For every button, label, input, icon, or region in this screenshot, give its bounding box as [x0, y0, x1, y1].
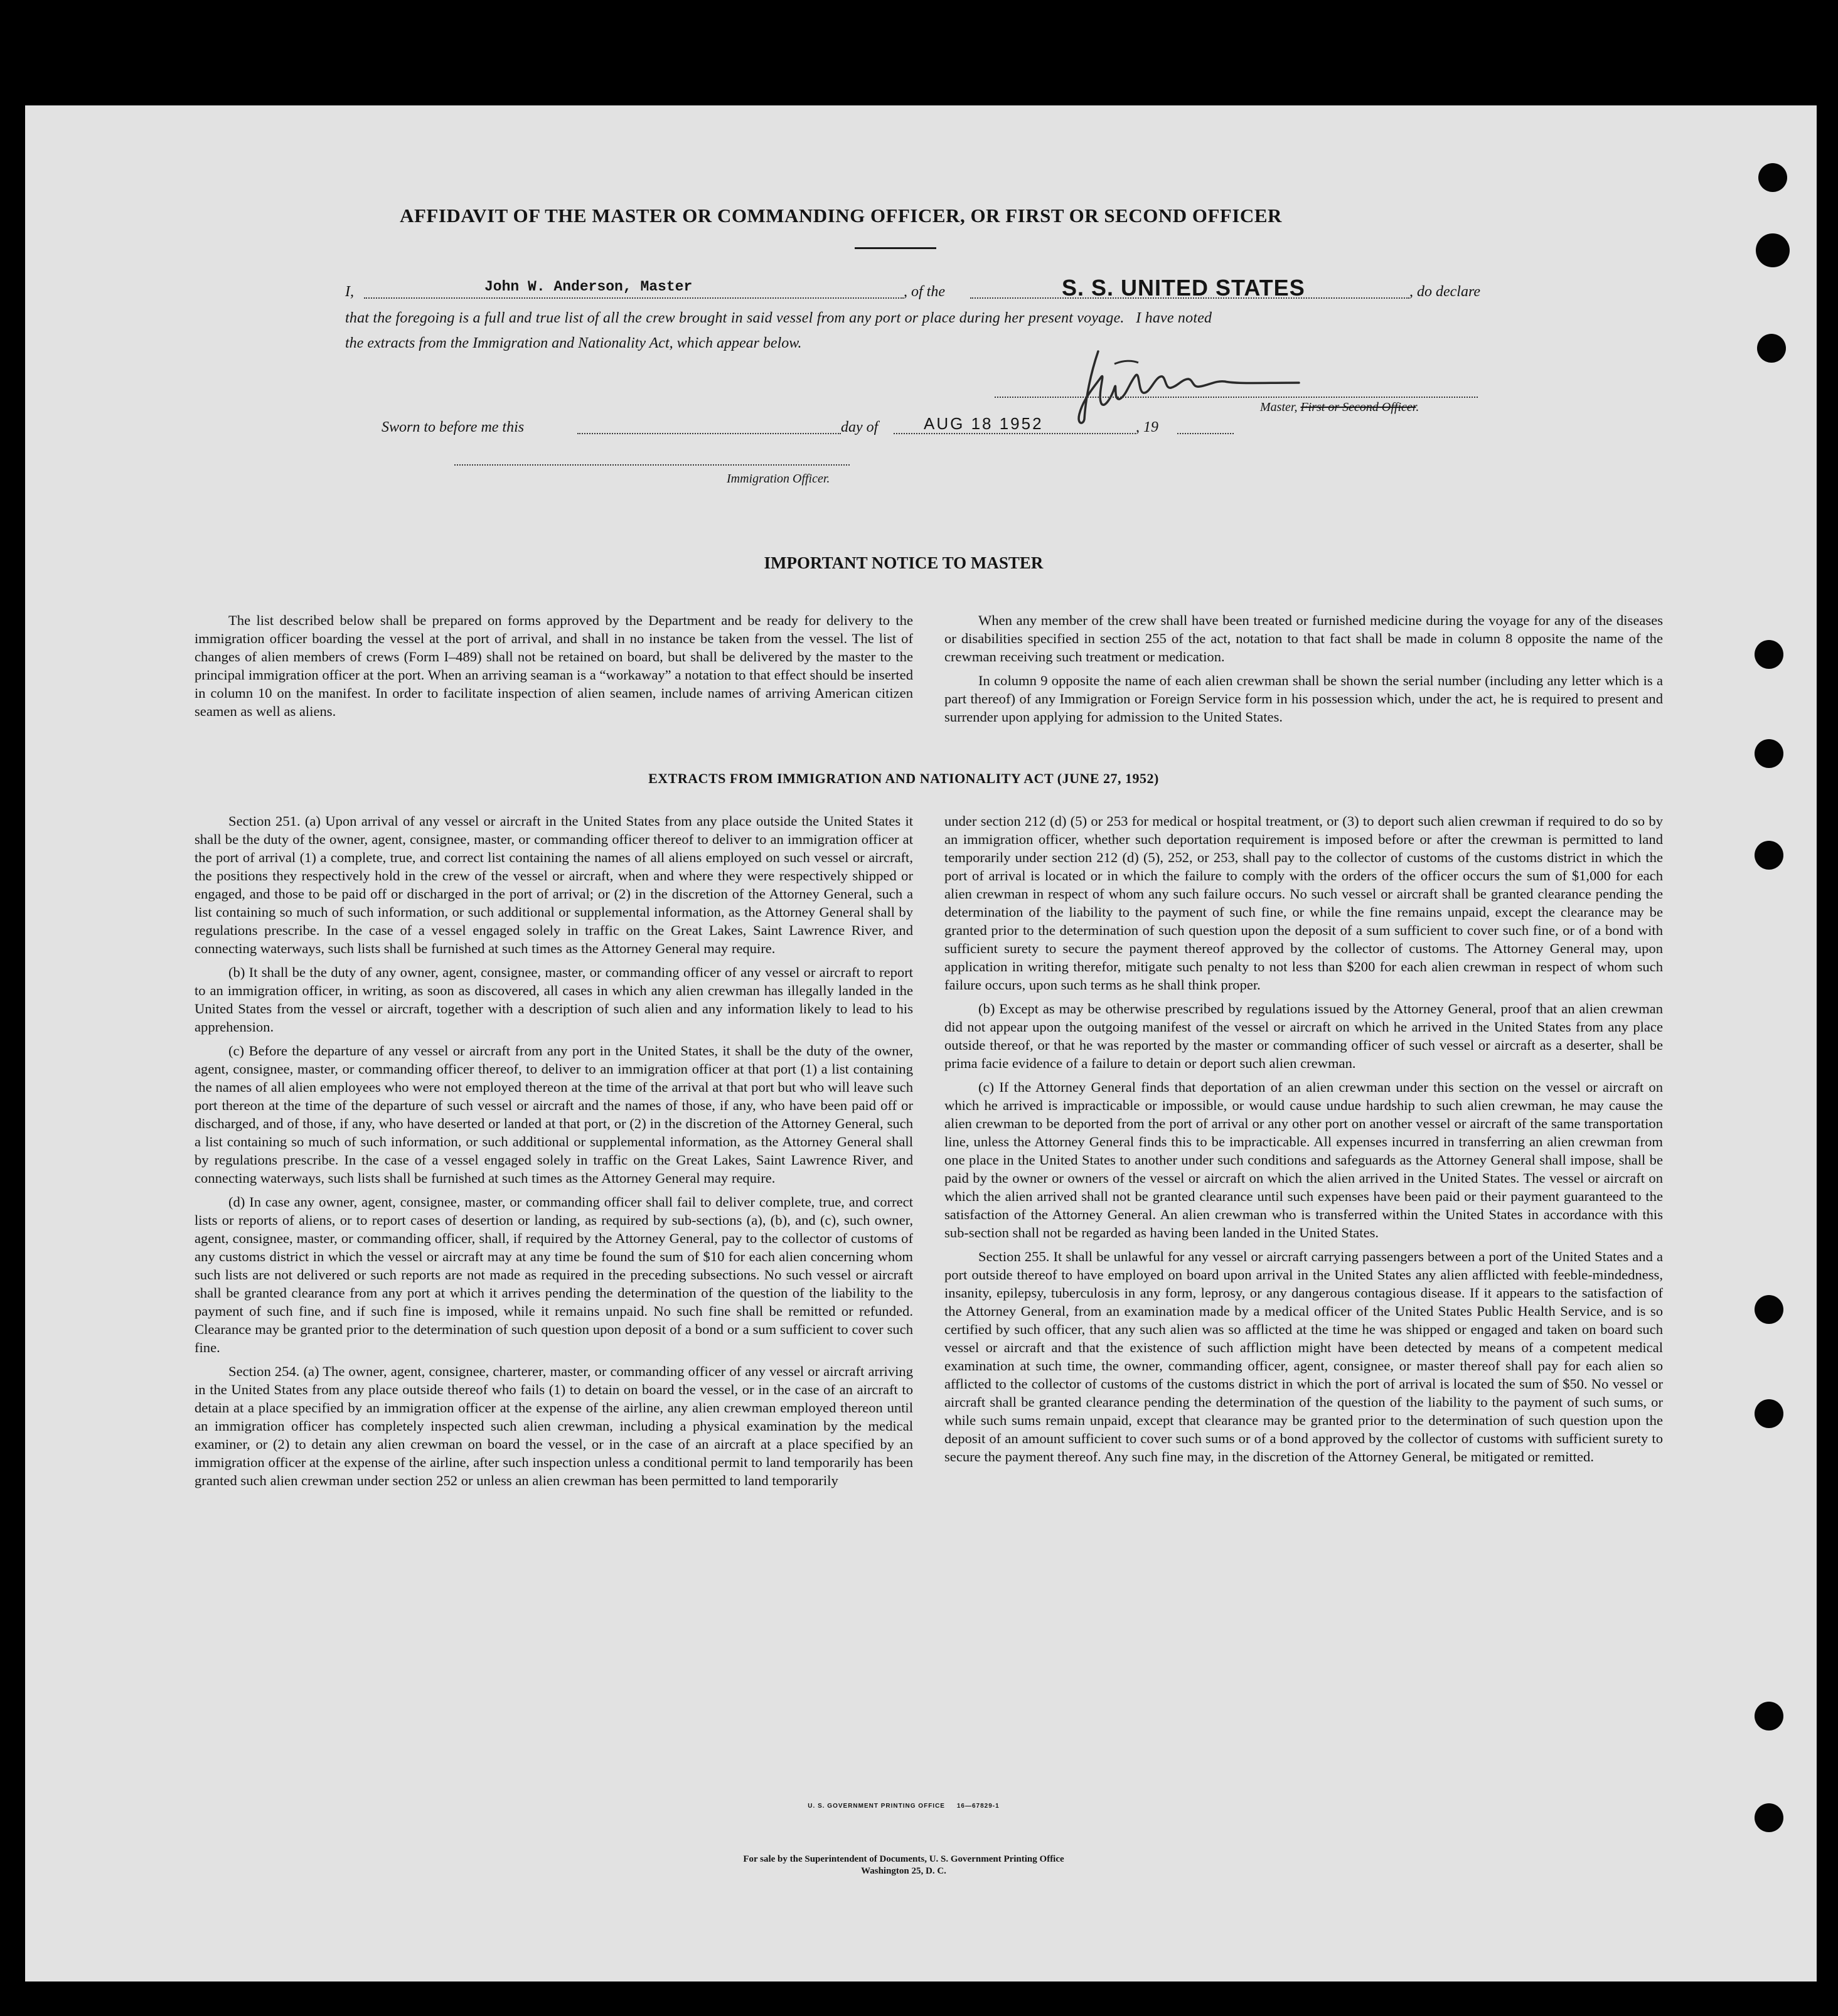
punch-hole [1755, 1399, 1783, 1428]
do-declare-label: , do declare [1409, 284, 1481, 300]
extracts-heading: EXTRACTS FROM IMMIGRATION AND NATIONALITY ACT (JUNE 27, 1952) [648, 771, 1159, 786]
extracts-left-column [195, 812, 913, 1495]
notice-heading: IMPORTANT NOTICE TO MASTER [764, 553, 1044, 572]
punch-hole [1755, 841, 1783, 870]
act-paragraph: (b) It shall be the duty of any owner, agent, consignee, master, or commanding officer of any vessel or aircraft to report to an immigration officer, in writing, as soon as discovered, all cases in which any alien crewman has illegally landed in the United States from the vessel or aircraft, together with a description of such alien and any information likely to lead to his apprehension. [195, 964, 913, 1035]
master-label-prefix: Master, [1260, 400, 1301, 414]
punch-hole [1755, 640, 1783, 669]
affidavit-title: AFFIDAVIT OF THE MASTER OR COMMANDING OFFICER, OR FIRST OR SECOND OFFICER [400, 205, 1282, 227]
notice-right-column [944, 611, 1663, 732]
act-paragraph: Section 254. (a) The owner, agent, consignee, charterer, master, or commanding officer of any vessel or aircraft arriving in the United States from any place outside thereof who fails (1) to detain on board the vessel, or in the case of an aircraft to detain at a place specified by an immigration officer at the expense of the airline, any alien crewman employed thereon until an immigration officer has completely inspected such alien crewman, including a physical examination by the medical examiner, or (2) to detain any alien crewman on board the vessel, or in the case of an aircraft at a place specified by an immigration officer at the expense of the airline, after such inspection unless a conditional permit to land temporarily has been granted such alien crewman under section 252 or unless an alien crewman has been permitted to land temporarily [195, 1363, 913, 1488]
day-of-label: day of [841, 419, 879, 435]
immigration-officer-label: Immigration Officer. [727, 472, 830, 486]
year-field-line [1177, 433, 1234, 434]
act-paragraph: Section 255. It shall be unlawful for any vessel or aircraft carrying passengers between a port of the United States and a port outside thereof to have employed on board upon arrival in the United States any alien afflicted with feeble-mindedness, insanity, epilepsy, tuberculosis in any form, leprosy, or any dangerous contagious disease. If it appears to the satisfaction of the Attorney General, from an examination made by a medical officer of the United States Public Health Service, and is so certified by such officer, that any such alien was so afflicted at the time he was shipped or engaged and taken on board such vessel or aircraft and that the existence of such affliction might have been detected by means of a competent medical examination at such time, the owner, commanding officer, agent, consignee, or master thereof shall pay for each alien so afflicted to the collector of customs of the customs district in which the port of arrival is located the sum of $50. No vessel or aircraft shall be granted clearance pending the determination of the question of the liability to the payment of such sums, or while such sums remain unpaid, except that clearance may be granted prior to the determination of such question upon the deposit of an amount sufficient to cover such sums or of a bond approved by the collector of customs with sufficient surety to secure the payment thereof. Any such fine may, in the discretion of the Attorney General, be mitigated or remitted. [944, 1249, 1663, 1464]
struck-officer-label: First or Second Officer [1300, 400, 1416, 414]
act-paragraph: Section 251. (a) Upon arrival of any vessel or aircraft in the United States from any place outside the United States it shall be the duty of the owner, agent, consignee, master, or commanding officer thereof to deliver to an immigration officer at the port of arrival (1) a complete, true, and correct list containing the names of all aliens employed on such vessel or aircraft, the positions they respectively hold in the crew of the vessel or aircraft, when and where they were respectively shipped or engaged, and those to be paid off or discharged in the port of arrival; or (2) in the discretion of the Attorney General, such a list containing so much of such information, or such additional or supplemental information, as the Attorney General shall by regulations prescribe. In the case of a vessel engaged solely in traffic on the Great Lakes, Saint Lawrence River, and connecting waterways, such lists shall be furnished at such times as the Attorney General may require. [195, 813, 913, 956]
master-label-suffix: . [1416, 400, 1419, 414]
declaration-line-2: that the foregoing is a full and true list of all the crew brought in said vessel from any port or place during her present voyage. I have noted [345, 310, 1212, 326]
of-the-label: , of the [904, 284, 945, 300]
punch-hole [1757, 334, 1786, 363]
act-paragraph: (c) If the Attorney General finds that deportation of an alien crewman under this section on the vessel or aircraft on which he arrived is impracticable or impossible, or would cause undue hardship to such alien crewman, he may cause the alien crewman to be deported from the port of arrival or any other port on another vessel or aircraft of the same transportation line, unless the Attorney General finds this to be impracticable. All expenses incurred in transferring an alien crewman from one place in the United States to another under such conditions and safeguards as the Attorney General shall impose, shall be paid by the owner or owners of the vessel or aircraft on which the alien arrived in the United States. The vessel or aircraft on which the alien arrived shall not be granted clearance until such expenses have been paid or their payment guaranteed to the satisfaction of the Attorney General. An alien crewman who is transferred within the United States in accordance with this sub-section shall not be regarded as having been landed in the United States. [944, 1079, 1663, 1240]
sale-line-2: Washington 25, D. C. [861, 1866, 946, 1876]
i-label: I, [345, 284, 354, 300]
act-paragraph: under section 212 (d) (5) or 253 for medical or hospital treatment, or (3) to deport such alien crewman if required to do so by an immigration officer, whether such deportation requirement is imposed before or after the crewman is permitted to land temporarily under section 212 (d) (5), 252, or 253, shall pay to the collector of customs of the customs district in which the port of arrival is located or in which the failure to comply with the orders of the officer occurs the sum of $1,000 for each alien crewman in respect of whom any such failure occurs. No such vessel or aircraft shall be granted clearance pending the determination of the liability to the payment of such fine, or while the fine remains unpaid, except the clearance may be granted prior to the determination of such question upon the deposit of a sum sufficient to cover such fine, or of a bond with sufficient surety to secure the payment thereof approved by the collector of customs. The Attorney General may, upon application in writing therefor, mitigate such penalty to not less than $200 for each alien crewman in respect of whom such failure occurs, upon such terms as he shall think proper. [944, 813, 1663, 993]
notice-paragraph: In column 9 opposite the name of each alien crewman shall be shown the serial number (including any letter which is a part thereof) of any Immigration or Foreign Service form in his possession which, under the act, he is required to present and surrender upon applying for admission to the United States. [944, 673, 1663, 725]
signer-title-label [1260, 400, 1419, 415]
punch-hole [1756, 233, 1790, 267]
declaration-line-3: the extracts from the Immigration and Nationality Act, which appear below. [345, 335, 802, 351]
act-paragraph: (b) Except as may be otherwise prescribed by regulations issued by the Attorney General, proof that an alien crewman did not appear upon the outgoing manifest of the vessel or aircraft on which he arrived in the United States from any place outside thereof, or that he was reported by the master or commanding officer of such vessel or aircraft as a deserter, shall be prima facie evidence of a failure to detain or deport such alien crewman. [944, 1001, 1663, 1071]
notice-paragraph: When any member of the crew shall have been treated or furnished medicine during the voyage for any of the diseases or disabilities specified in section 255 of the act, notation to that fact shall be made in column 8 opposite the name of the crewman receiving such treatment or medication. [944, 612, 1663, 664]
extracts-right-column [944, 812, 1663, 1471]
punch-hole [1755, 1803, 1783, 1832]
sworn-label: Sworn to before me this [382, 419, 525, 435]
year-prefix-label: , 19 [1136, 419, 1158, 435]
master-name-value: John W. Anderson, Master [484, 279, 693, 295]
stamped-date-value: AUG 18 1952 [924, 414, 1044, 433]
name-field-line [364, 297, 904, 299]
sale-line-1: For sale by the Superintendent of Documents, U. S. Government Printing Office [743, 1854, 1064, 1864]
gpo-imprint: U. S. GOVERNMENT PRINTING OFFICE 16—67829-1 [808, 1803, 1000, 1810]
sale-notice [527, 1853, 1280, 1877]
punch-hole [1755, 1702, 1783, 1731]
punch-hole [1758, 163, 1787, 192]
document-sheet [25, 105, 1817, 1981]
vessel-name-value: S. S. UNITED STATES [1062, 275, 1305, 301]
act-paragraph: (d) In case any owner, agent, consignee, master, or commanding officer shall fail to deliver complete, true, and correct lists or reports of aliens, or to report cases of desertion or landing, as required by sub-sections (a), (b), and (c), such owner, agent, consignee, master, or commanding officer, shall, if required by the Attorney General, pay to the collector of customs of any customs district in which the vessel or aircraft may at any time be found the sum of $10 for each alien concerning whom such lists are not delivered or such reports are not made as required in the preceding subsections. No such vessel or aircraft shall be granted clearance from any port at which it arrives pending the determination of the question of the liability to the payment of such fine, and if such fine is imposed, while it remains unpaid. No such fine shall be remitted or refunded. Clearance may be granted prior to the determination of such question upon deposit of a bond or a sum sufficient to cover such fine. [195, 1194, 913, 1355]
title-rule [855, 247, 936, 249]
punch-hole [1755, 1295, 1783, 1324]
day-field-line [577, 433, 841, 434]
officer-signature-line [454, 464, 850, 466]
signature-line [995, 397, 1478, 398]
notice-paragraph: The list described below shall be prepared on forms approved by the Department and be ready for delivery to the immigration officer boarding the vessel at the port of arrival, and shall in no instance be taken from the vessel. The list of changes of alien members of crews (Form I–489) shall not be retained on board, but shall be delivered by the master to the principal immigration officer at the port. When an arriving seaman is a “workaway” a notation to that effect should be inserted in column 10 on the manifest. In order to facilitate inspection of alien seamen, include names of arriving American citizen seamen as well as aliens. [195, 612, 913, 719]
punch-hole [1755, 739, 1783, 768]
notice-left-column [195, 611, 913, 726]
act-paragraph: (c) Before the departure of any vessel or aircraft from any port in the United States, it shall be the duty of the owner, agent, consignee, master, or commanding officer thereof, to deliver to an immigration officer at that port (1) a list containing the names of all alien employees who were not employed thereon at the time of the arrival at that port but who will leave such port thereon at the time of the departure of such vessel or aircraft and the names of those, if any, who have been paid off or discharged, and of those, if any, who have deserted or landed at that port, or (2) in the discretion of the Attorney General, such a list containing so much of such information, or such additional or supplemental information, as the Attorney General shall by regulations prescribe. In the case of a vessel engaged solely in traffic on the Great Lakes, Saint Lawrence River, and connecting waterways, such lists shall be furnished at such times as the Attorney General may require. [195, 1043, 913, 1186]
